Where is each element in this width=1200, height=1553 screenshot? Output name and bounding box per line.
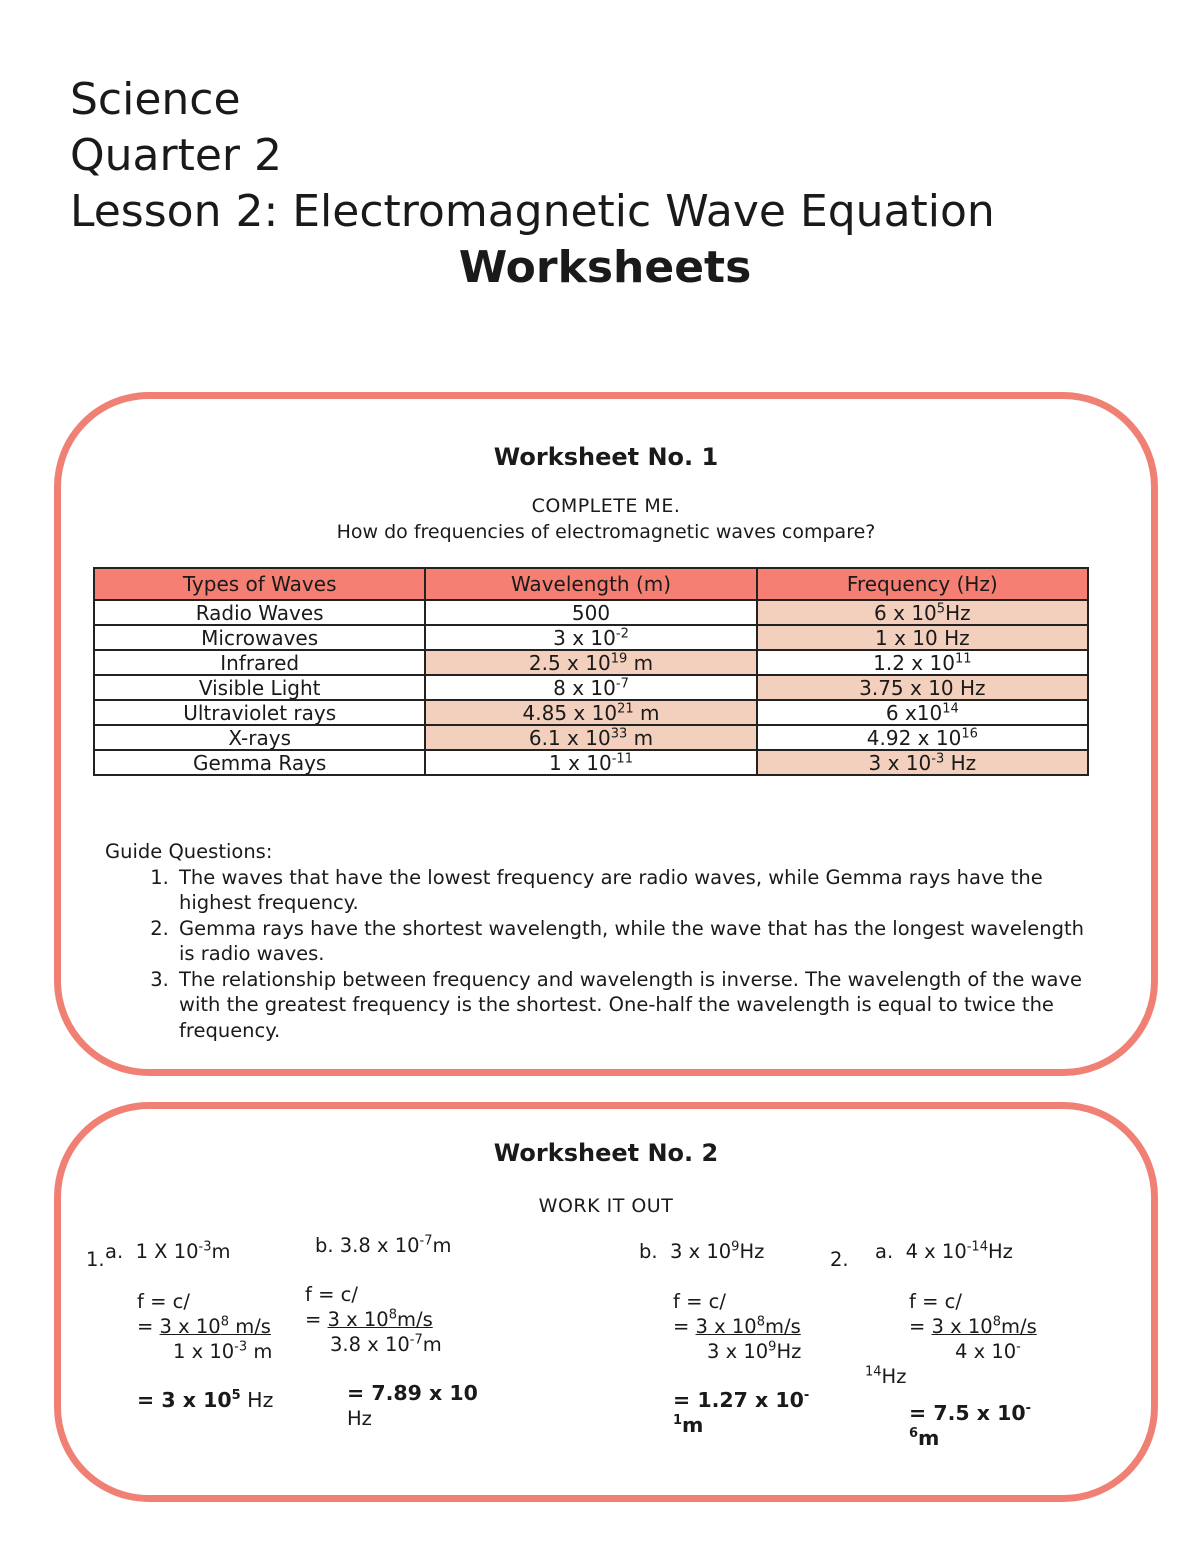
worksheets-title: Worksheets <box>458 242 752 293</box>
wavelength-cell: 1 x $10^{-11}$ <box>425 750 756 775</box>
problem-1c-given: b. 3 x $10^9Hz$ <box>639 1239 765 1263</box>
frequency-cell: 3 x $10^{-3}$ Hz <box>757 750 1088 775</box>
frequency-cell: 4.92 x $10^{16}$ <box>757 725 1088 750</box>
problem-1b-numerator: = 3 x $10^8m/s$ <box>305 1307 433 1331</box>
problem-1b-denominator: 3.8 x $10^{-7}m$ <box>330 1332 442 1356</box>
problem-1c-answer-unit: $^1$m <box>673 1413 704 1437</box>
problem-2a-numerator: = 3 x $10^8m/s$ <box>909 1314 1037 1338</box>
worksheet-2-subtitle: WORK IT OUT <box>538 1195 674 1217</box>
worksheet-1-subtitle: COMPLETE ME. <box>531 495 681 517</box>
problem-1b-given: b. 3.8 x $10^{-7}m$ <box>315 1233 452 1257</box>
problem-1b-formula: f = c/ <box>305 1283 358 1306</box>
table-row <box>94 675 1088 700</box>
problem-1c-answer: = 1.27 x 10- <box>673 1388 810 1412</box>
problem-2a-given: a. 4 x $10^{-14}Hz$ <box>875 1239 1013 1263</box>
problem-1a-formula: f = c/ <box>137 1290 190 1313</box>
problem-2a-answer: = 7.5 x 10- <box>909 1401 1032 1425</box>
worksheet-2-heading: Worksheet No. 2 <box>493 1139 719 1167</box>
table-row <box>94 700 1088 725</box>
guide-title: Guide Questions: <box>105 840 273 863</box>
subject-title: Science <box>70 74 241 125</box>
wave-type: Visible Light <box>94 675 425 700</box>
col-header-wavelength: Wavelength (m) <box>425 568 756 600</box>
wave-type: X-rays <box>94 725 425 750</box>
wavelength-cell: 3 x $10^{-2}$ <box>425 625 756 650</box>
worksheet-2-box <box>54 1102 1158 1502</box>
problem-1a <box>105 1239 273 1413</box>
wavelength-cell: 500 <box>425 600 756 625</box>
problem-1a-numerator: = 3 x $10^8$ m/s <box>137 1314 271 1338</box>
table-header-row <box>94 568 1088 600</box>
wavelength-cell: 4.85 x $10^{21}$ m <box>425 700 756 725</box>
table-row <box>94 725 1088 750</box>
problem-1c-denominator: 3 x $10^9Hz$ <box>707 1339 802 1363</box>
frequency-cell: 6 x $10^5Hz$ <box>757 600 1088 625</box>
worksheet-1-heading: Worksheet No. 1 <box>493 443 719 471</box>
waves-table <box>93 567 1089 776</box>
wave-type: Gemma Rays <box>94 750 425 775</box>
wave-type: Microwaves <box>94 625 425 650</box>
problem-1a-denominator: 1 x $10^{-3}$ m <box>173 1339 273 1363</box>
problem-1-number: 1. <box>86 1248 105 1271</box>
problem-1c-formula: f = c/ <box>673 1290 726 1313</box>
worksheet-1-question: How do frequencies of electromagnetic waves compare? <box>336 521 876 543</box>
wave-type: Radio Waves <box>94 600 425 625</box>
problem-1c <box>639 1239 809 1438</box>
frequency-cell: 1 x 10 Hz <box>757 625 1088 650</box>
lesson-title: Lesson 2: Electromagnetic Wave Equation <box>70 186 995 237</box>
quarter-title: Quarter 2 <box>70 130 282 181</box>
problem-1b <box>305 1233 478 1431</box>
frequency-cell: 3.75 x 10 Hz <box>757 675 1088 700</box>
problem-1a-given: a. 1 X $10^{-3}m$ <box>105 1239 231 1263</box>
frequency-cell: 6 $x10^{14}$ <box>757 700 1088 725</box>
guide-answer: 1. The waves that have the lowest frequency are radio waves, while Gemma rays have the highest frequency. <box>175 865 1105 916</box>
problem-2a-formula: f = c/ <box>909 1290 962 1313</box>
table-row <box>94 625 1088 650</box>
document-header <box>70 72 1150 296</box>
col-header-type: Types of Waves <box>94 568 425 600</box>
frequency-cell: 1.2 x $10^{11}$ <box>757 650 1088 675</box>
wavelength-cell: 2.5 x $10^{19}$ m <box>425 650 756 675</box>
worksheet-1-box <box>54 392 1158 1076</box>
problem-2a-denominator-unit: $^{14}$Hz <box>865 1364 907 1388</box>
wavelength-cell: 8 x $10^{-7}$ <box>425 675 756 700</box>
problem-2a-answer-unit: $^6$m <box>909 1426 940 1450</box>
table-row <box>94 750 1088 775</box>
problem-2-number: 2. <box>830 1248 849 1271</box>
problem-1a-answer: = 3 x $10^5$ Hz <box>137 1388 274 1412</box>
col-header-frequency: Frequency (Hz) <box>757 568 1088 600</box>
guide-answer: 2. Gemma rays have the shortest wavelength, while the wave that has the longest wavelength is radio waves. <box>175 916 1105 967</box>
problem-1b-answer: = 7.89 x 10 <box>347 1381 478 1405</box>
problem-1b-answer-unit: Hz <box>347 1407 372 1430</box>
wave-type: Infrared <box>94 650 425 675</box>
guide-answer: 3. The relationship between frequency and wavelength is inverse. The wavelength of the wave with the greatest frequency is the shortest. One-half the wavelength is equal to twice the frequency. <box>175 967 1105 1044</box>
table-row <box>94 650 1088 675</box>
table-row <box>94 600 1088 625</box>
wave-type: Ultraviolet rays <box>94 700 425 725</box>
guide-questions <box>105 839 1105 1043</box>
problem-2a <box>865 1239 1037 1451</box>
problem-2a-denominator: 4 x 10- <box>955 1339 1021 1363</box>
wavelength-cell: 6.1 x $10^{33}$ m <box>425 725 756 750</box>
problem-1c-numerator: = 3 x $10^8m/s$ <box>673 1314 801 1338</box>
